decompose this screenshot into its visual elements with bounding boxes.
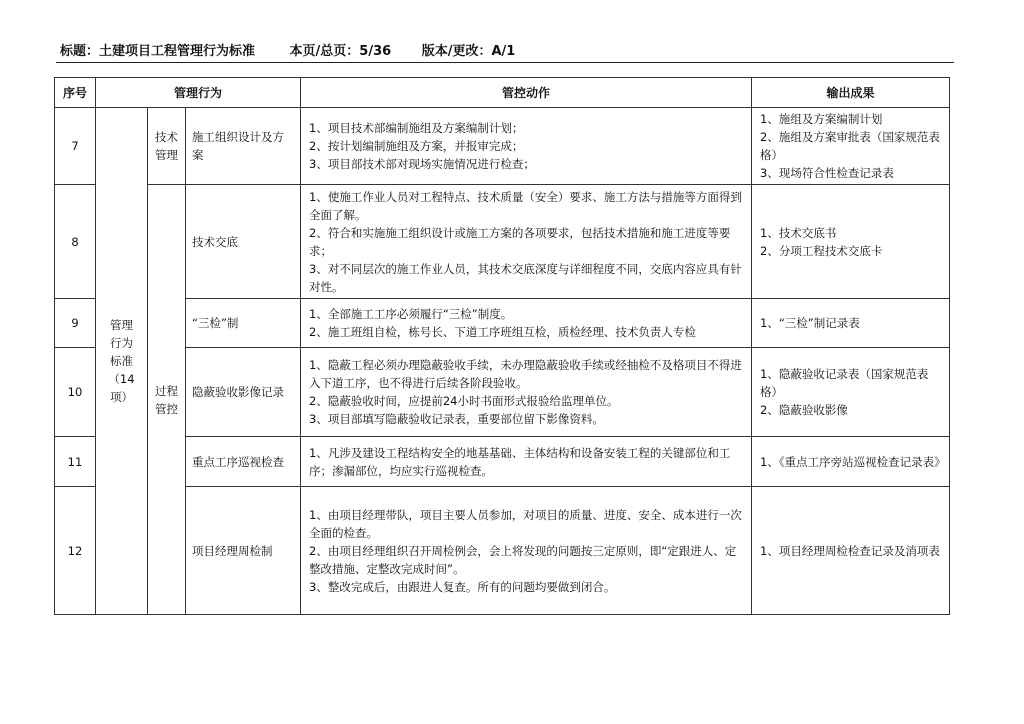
control-actions: 1、项目技术部编制施组及方案编制计划； 2、按计划编制施组及方案，并报审完成； 3、项目部技术部对现场实施情况进行检查； bbox=[301, 108, 752, 185]
table-row bbox=[55, 437, 950, 487]
table-row bbox=[55, 108, 950, 185]
col-header-action: 管控动作 bbox=[301, 78, 752, 108]
row-number: 7 bbox=[55, 108, 96, 185]
table-row bbox=[55, 487, 950, 615]
document-header bbox=[60, 44, 956, 60]
col-header-no: 序号 bbox=[55, 78, 96, 108]
table-header-row bbox=[55, 78, 950, 108]
control-actions: 1、全部施工工序必须履行“三检”制度。 2、施工班组自检，栋号长、下道工序班组互检，质检经理、技术负责人专检 bbox=[301, 299, 752, 348]
version-indicator: 版本/更改：A/1 bbox=[421, 44, 516, 59]
table-row bbox=[55, 299, 950, 348]
item-name: 项目经理周检制 bbox=[186, 487, 301, 615]
item-name: 技术交底 bbox=[186, 185, 301, 299]
group-label-behavior-standard: 管理 行为 标准 （14 项） bbox=[96, 108, 148, 615]
control-actions: 1、使施工作业人员对工程特点、技术质量（安全）要求、施工方法与措施等方面得到全面了解。 2、符合和实施施工组织设计或施工方案的各项要求，包括技术措施和施工进度等要求； 3、对不同层次的施工作业人员，其技术交底深度与详细程度不同，交底内容应具有针对性。 bbox=[301, 185, 752, 299]
item-name: 隐蔽验收影像记录 bbox=[186, 348, 301, 437]
output-results: 1、隐蔽验收记录表（国家规范表格） 2、隐蔽验收影像 bbox=[752, 348, 950, 437]
category-tech-management: 技术 管理 bbox=[148, 108, 186, 185]
header-rule bbox=[56, 62, 954, 63]
row-number: 10 bbox=[55, 348, 96, 437]
control-actions: 1、由项目经理带队，项目主要人员参加，对项目的质量、进度、安全、成本进行一次全面的检查。 2、由项目经理组织召开周检例会，会上将发现的问题按三定原则，即“定跟进人、定整改措施、定整改完成时间”。 3、整改完成后，由跟进人复查。所有的问题均要做到闭合。 bbox=[301, 487, 752, 615]
output-results: 1、“三检”制记录表 bbox=[752, 299, 950, 348]
row-number: 9 bbox=[55, 299, 96, 348]
col-header-behavior: 管理行为 bbox=[96, 78, 301, 108]
col-header-output: 输出成果 bbox=[752, 78, 950, 108]
output-results: 1、项目经理周检检查记录及消项表 bbox=[752, 487, 950, 615]
category-process-control: 过程 管控 bbox=[148, 185, 186, 615]
control-actions: 1、隐蔽工程必须办理隐蔽验收手续，未办理隐蔽验收手续或经抽检不及格项目不得进入下道工序，也不得进行后续各阶段验收。 2、隐蔽验收时间，应提前24小时书面形式报验给监理单位。 3、项目部填写隐蔽验收记录表，重要部位留下影像资料。 bbox=[301, 348, 752, 437]
item-name: “三检”制 bbox=[186, 299, 301, 348]
doc-title: 标题：土建项目工程管理行为标准 bbox=[60, 44, 256, 59]
item-name: 重点工序巡视检查 bbox=[186, 437, 301, 487]
output-results: 1、技术交底书 2、分项工程技术交底卡 bbox=[752, 185, 950, 299]
table-row bbox=[55, 348, 950, 437]
page-indicator: 本页/总页：5/36 bbox=[289, 44, 392, 59]
standards-table bbox=[54, 77, 950, 615]
row-number: 8 bbox=[55, 185, 96, 299]
output-results: 1、施组及方案编制计划 2、施组及方案审批表（国家规范表格） 3、现场符合性检查记录表 bbox=[752, 108, 950, 185]
row-number: 11 bbox=[55, 437, 96, 487]
row-number: 12 bbox=[55, 487, 96, 615]
output-results: 1、《重点工序旁站巡视检查记录表》 bbox=[752, 437, 950, 487]
item-name: 施工组织设计及方案 bbox=[186, 108, 301, 185]
control-actions: 1、凡涉及建设工程结构安全的地基基础、主体结构和设备安装工程的关键部位和工序；渗漏部位，均应实行巡视检查。 bbox=[301, 437, 752, 487]
table-row bbox=[55, 185, 950, 299]
